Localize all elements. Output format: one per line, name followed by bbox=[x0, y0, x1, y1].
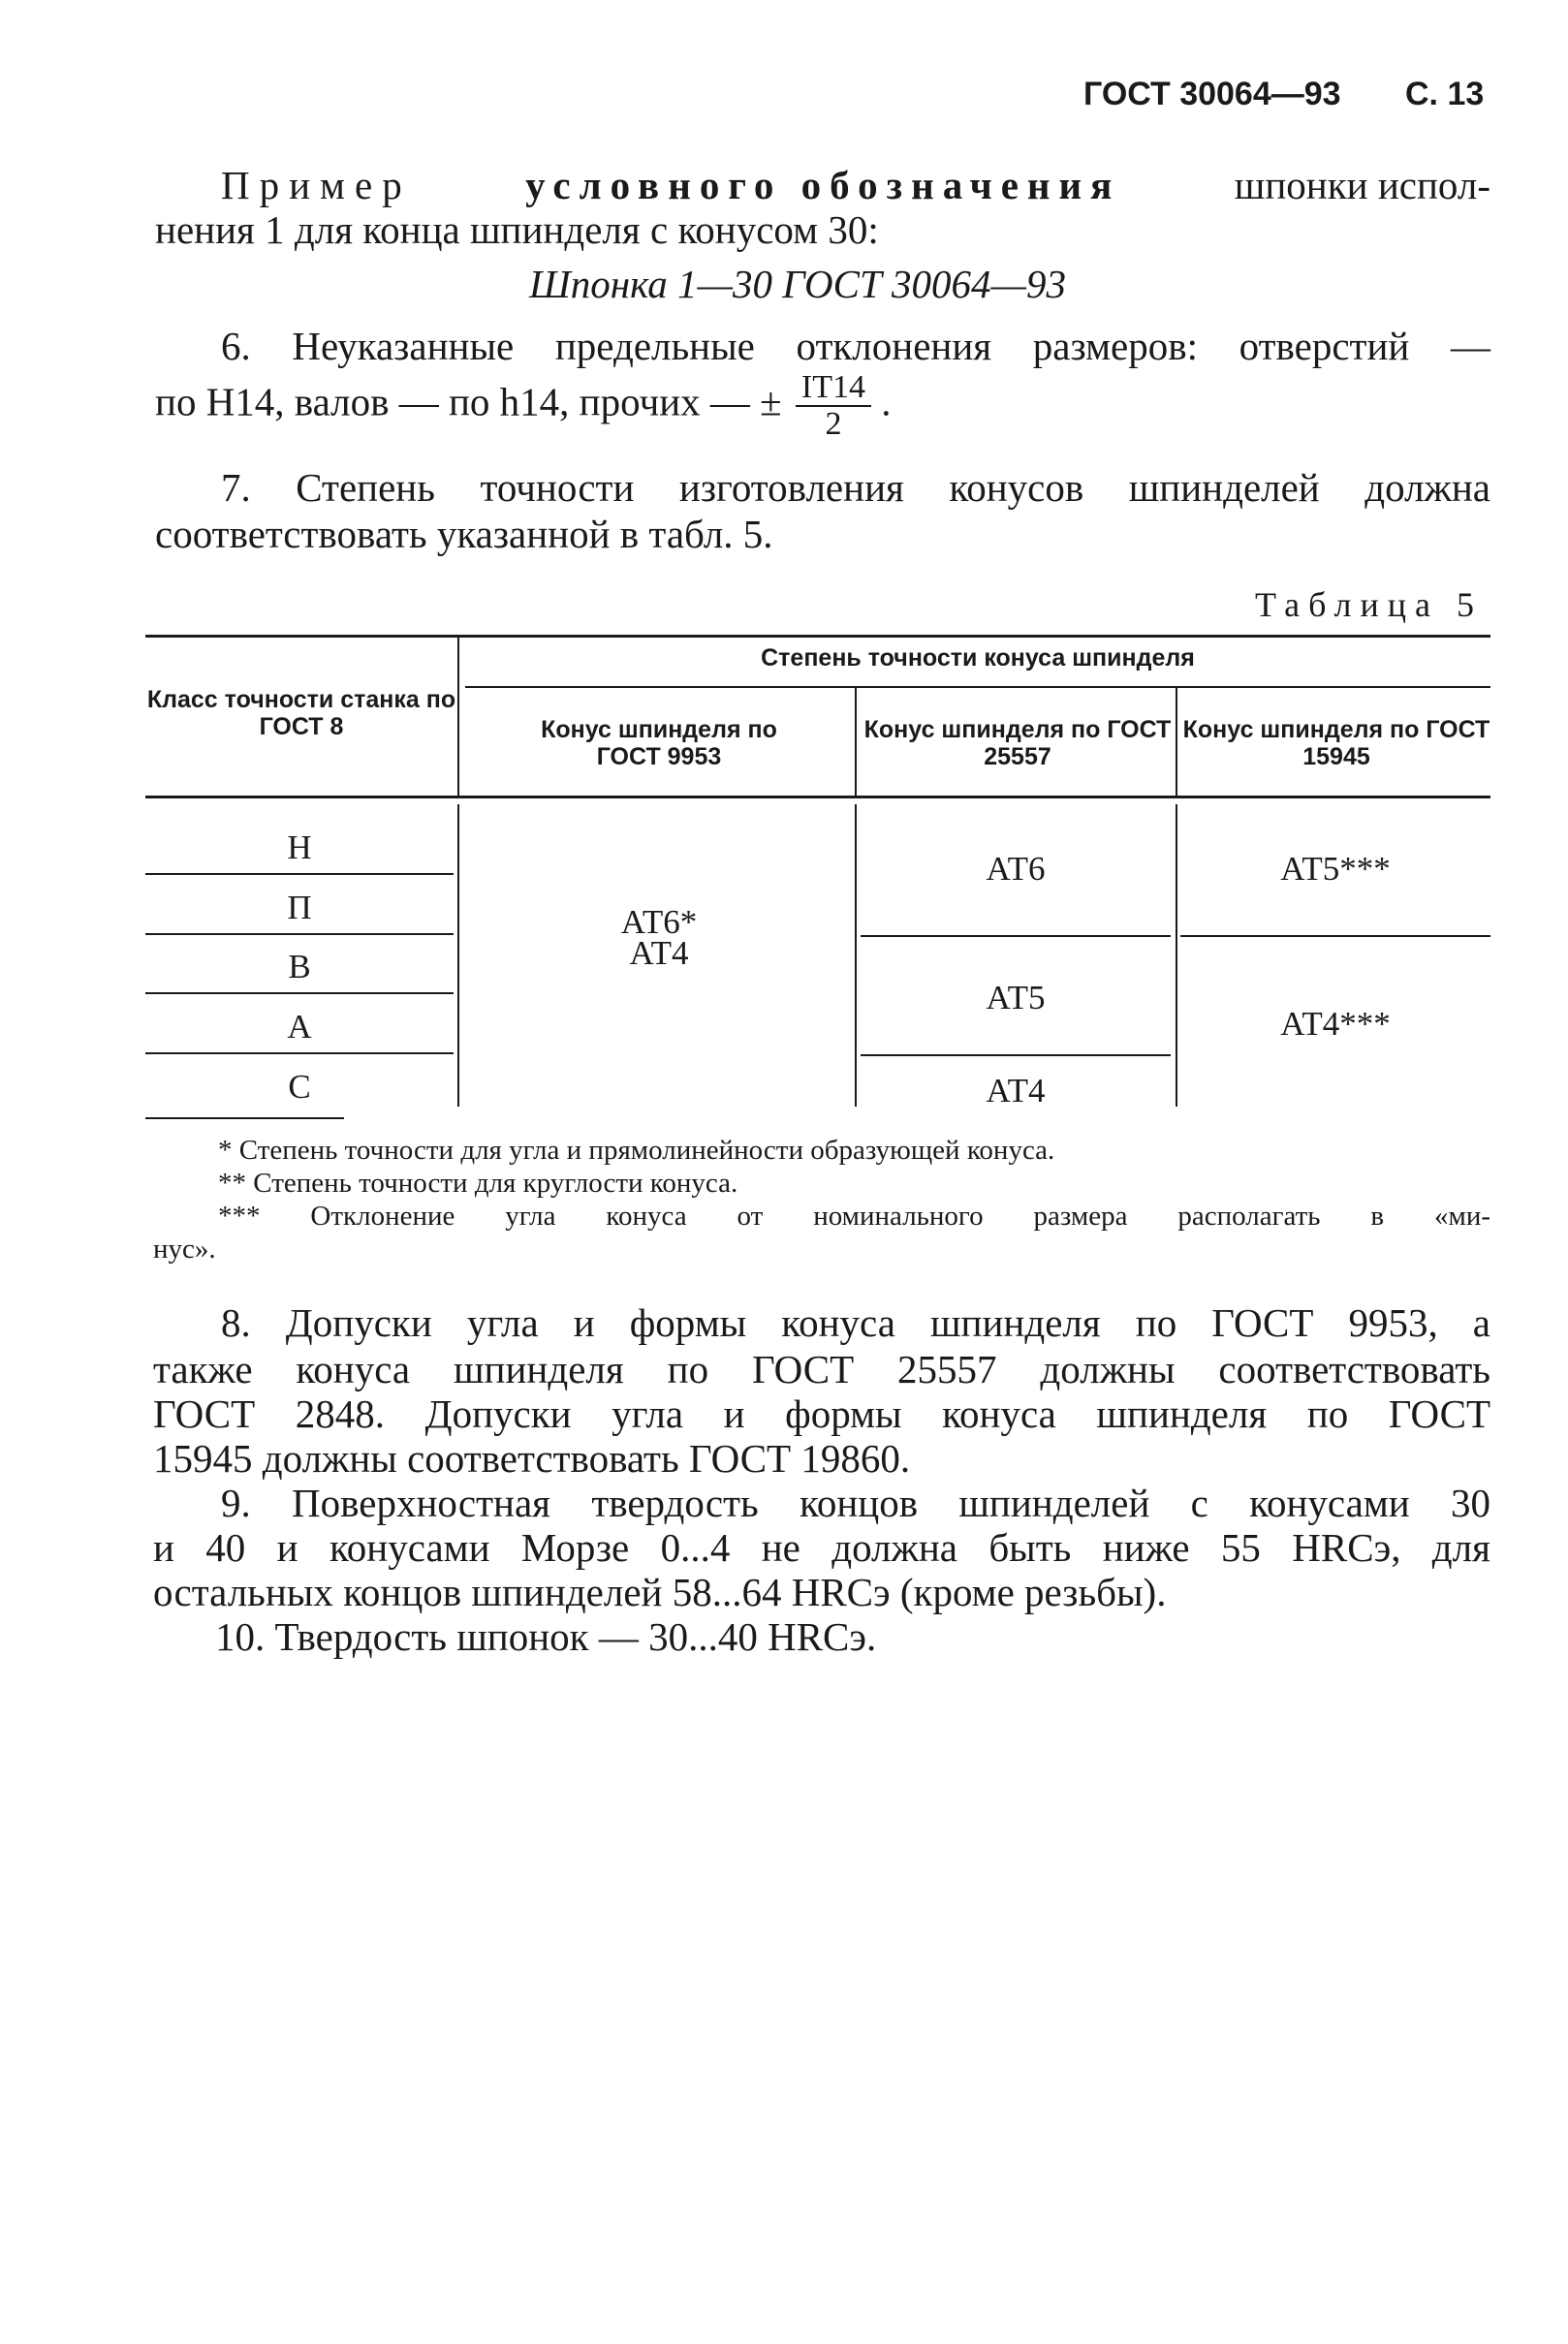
group-header-rule bbox=[465, 686, 1490, 688]
item-6-line-2 bbox=[155, 370, 891, 442]
accuracy-cell-9953-b: АТ4 bbox=[629, 934, 689, 972]
class-cell: П bbox=[287, 889, 312, 926]
item-6-suffix: . bbox=[881, 379, 892, 424]
item-8-line: ГОСТ 2848. Допуски угла и формы конуса шпинделя по ГОСТ bbox=[153, 1391, 1490, 1436]
footnote: нус». bbox=[153, 1234, 216, 1265]
header-class: Класс точности станка по ГОСТ 8 bbox=[146, 686, 456, 740]
class-cell: В bbox=[288, 948, 311, 985]
tolerance-fraction bbox=[796, 370, 871, 442]
key-designation: Шпонка 1—30 ГОСТ 30064—93 bbox=[529, 262, 1066, 306]
header-col-15945: Конус шпинделя по ГОСТ 15945 bbox=[1182, 716, 1490, 770]
header-bottom-rule bbox=[145, 796, 1490, 798]
footnote: * Степень точности для угла и прямолинейности образующей конуса. bbox=[218, 1135, 1055, 1166]
example-rest: шпонки испол- bbox=[1234, 163, 1490, 207]
header-col-25557: Конус шпинделя по ГОСТ 25557 bbox=[863, 716, 1172, 770]
header-col-9953: Конус шпинделя по ГОСТ 9953 bbox=[541, 716, 777, 770]
fraction-numerator: IT14 bbox=[796, 370, 871, 407]
accuracy-cell-25557: АТ4 bbox=[986, 1072, 1046, 1109]
col2-rule-2 bbox=[861, 1054, 1171, 1056]
item-6-line-1: 6. Неуказанные предельные отклонения размеров: отверстий — bbox=[221, 324, 1490, 368]
page-number: С. 13 bbox=[1405, 76, 1485, 112]
header-divider-2 bbox=[1176, 688, 1177, 796]
body-divider-class bbox=[457, 804, 459, 1107]
col2-rule-1 bbox=[861, 935, 1171, 937]
standard-number: ГОСТ 30064—93 bbox=[1083, 76, 1341, 112]
item-9-line: остальных концов шпинделей 58...64 HRCэ (кроме резьбы). bbox=[153, 1570, 1167, 1614]
fraction-denominator: 2 bbox=[825, 406, 842, 442]
item-8-line: 8. Допуски угла и формы конуса шпинделя по ГОСТ 9953, а bbox=[221, 1300, 1490, 1345]
accuracy-cell-25557: АТ6 bbox=[986, 850, 1046, 888]
body-divider-1 bbox=[855, 804, 857, 1107]
accuracy-cell-9953-a: АТ6* bbox=[620, 903, 698, 941]
class-cell: С bbox=[288, 1068, 311, 1106]
item-10-line: 10. Твердость шпонок — 30...40 HRCэ. bbox=[215, 1614, 877, 1659]
class-cell: Н bbox=[287, 828, 312, 866]
item-9-line: 9. Поверхностная твердость концов шпинделей с конусами 30 bbox=[221, 1481, 1490, 1525]
item-9-line: и 40 и конусами Морзе 0...4 не должна быть ниже 55 HRCэ, для bbox=[153, 1525, 1490, 1570]
example-emphasis: условного обозначения bbox=[525, 163, 1121, 207]
class-cell: А bbox=[287, 1008, 312, 1046]
col3-rule-1 bbox=[1180, 935, 1490, 937]
header-group: Степень точности конуса шпинделя bbox=[761, 644, 1195, 672]
item-6-prefix: по Н14, валов — по h14, прочих — ± bbox=[155, 379, 782, 424]
row-rule-1 bbox=[145, 873, 454, 875]
table-caption: Таблица 5 bbox=[1255, 585, 1483, 624]
header-divider-1 bbox=[855, 688, 857, 796]
row-rule-4 bbox=[145, 1052, 454, 1054]
example-line-2: нения 1 для конца шпинделя с конусом 30: bbox=[155, 207, 879, 252]
row-rule-5 bbox=[145, 1117, 344, 1119]
accuracy-cell-25557: АТ5 bbox=[986, 979, 1046, 1016]
example-lead: Пример bbox=[221, 163, 412, 207]
accuracy-cell-15945: АТ4*** bbox=[1280, 1005, 1391, 1043]
item-8-line: также конуса шпинделя по ГОСТ 25557 должны соответствовать bbox=[153, 1347, 1490, 1391]
item-7-line-2: соответствовать указанной в табл. 5. bbox=[155, 512, 773, 556]
example-line-1 bbox=[221, 163, 1490, 207]
item-8-line: 15945 должны соответствовать ГОСТ 19860. bbox=[153, 1436, 911, 1481]
row-rule-2 bbox=[145, 933, 454, 935]
accuracy-cell-15945: АТ5*** bbox=[1280, 850, 1391, 888]
row-rule-3 bbox=[145, 992, 454, 994]
footnote: ** Степень точности для круглости конуса. bbox=[218, 1168, 738, 1199]
table-top-rule bbox=[145, 635, 1490, 638]
footnote: *** Отклонение угла конуса от номинального размера располагать в «ми- bbox=[218, 1201, 1490, 1232]
header-divider-class bbox=[457, 638, 459, 796]
body-divider-2 bbox=[1176, 804, 1177, 1107]
item-7-line-1: 7. Степень точности изготовления конусов шпинделей должна bbox=[221, 465, 1490, 510]
